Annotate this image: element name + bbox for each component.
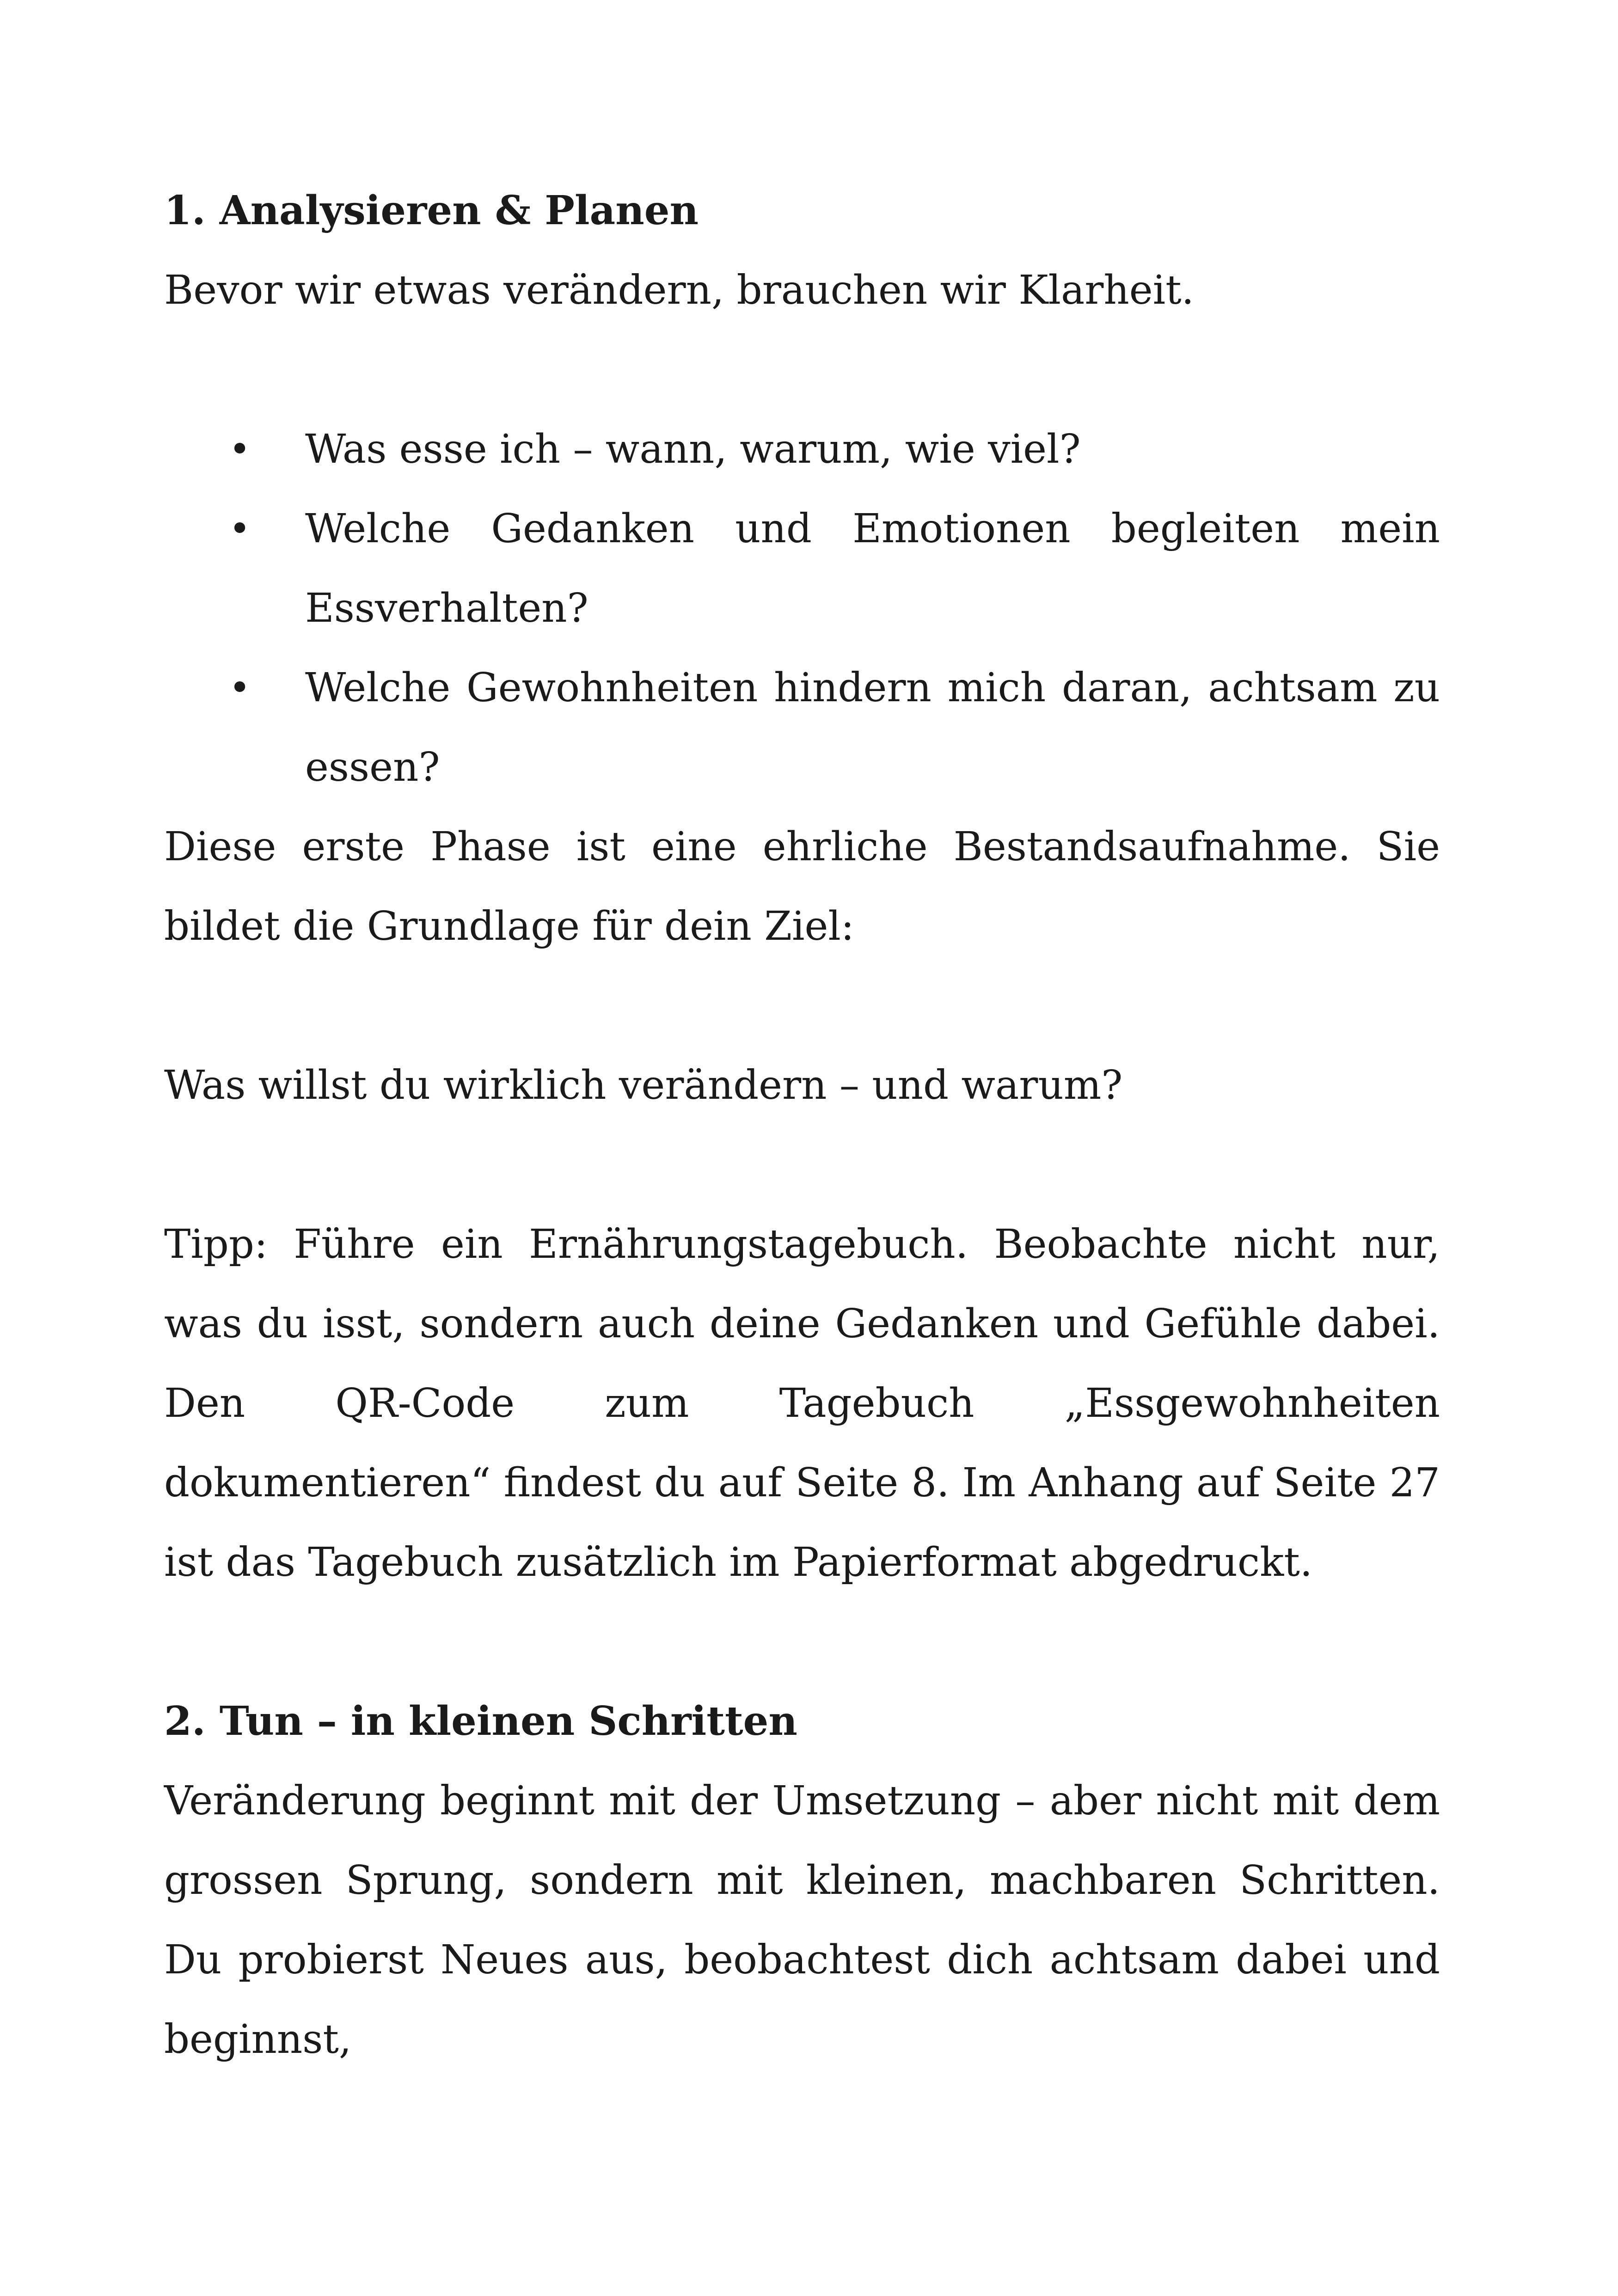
spacer bbox=[164, 1602, 1440, 1682]
section-1-tip: Tipp: Führe ein Ernährungstagebuch. Beobachte nicht nur, was du isst, sondern auch deine Gedanken und Gefühle dabei. Den QR-Code zum Tagebuch „Essgewohnheiten dokumentieren“ findest du auf Seite 8. Im Anhang auf Seite 27 ist das Tagebuch zusätzlich im Papierformat abgedruckt. bbox=[164, 1221, 1440, 1586]
bullet-icon: • bbox=[229, 507, 251, 550]
spacer bbox=[164, 330, 1440, 410]
list-item-text: Welche Gedanken und Emotionen begleiten mein Essverhalten? bbox=[305, 506, 1440, 631]
list-item bbox=[164, 410, 1440, 489]
list-item-text: Was esse ich – wann, warum, wie viel? bbox=[305, 426, 1081, 472]
bullet-icon: • bbox=[229, 428, 251, 471]
list-item bbox=[164, 648, 1440, 807]
spacer bbox=[164, 966, 1440, 1046]
list-item bbox=[164, 489, 1440, 648]
bullet-icon: • bbox=[229, 666, 251, 709]
section-1-question: Was willst du wirklich verändern – und warum? bbox=[164, 1062, 1123, 1108]
section-1-intro: Bevor wir etwas verändern, brauchen wir Klarheit. bbox=[164, 267, 1195, 313]
section-1-heading: 1. Analysieren & Planen bbox=[164, 187, 699, 234]
list-item-text: Welche Gewohnheiten hindern mich daran, achtsam zu essen? bbox=[305, 665, 1440, 790]
section-1-summary: Diese erste Phase ist eine ehrliche Bestandsaufnahme. Sie bildet die Grundlage für dein Ziel: bbox=[164, 824, 1440, 949]
spacer bbox=[164, 1125, 1440, 1205]
question-list bbox=[164, 410, 1440, 807]
document-page bbox=[164, 171, 1440, 2079]
section-2-body: Veränderung beginnt mit der Umsetzung – aber nicht mit dem grossen Sprung, sondern mit kleinen, machbaren Schritten. Du probierst Neues aus, beobachtest dich achtsam dabei und beginnst, bbox=[164, 1778, 1440, 2063]
section-2-heading: 2. Tun – in kleinen Schritten bbox=[164, 1698, 797, 1745]
